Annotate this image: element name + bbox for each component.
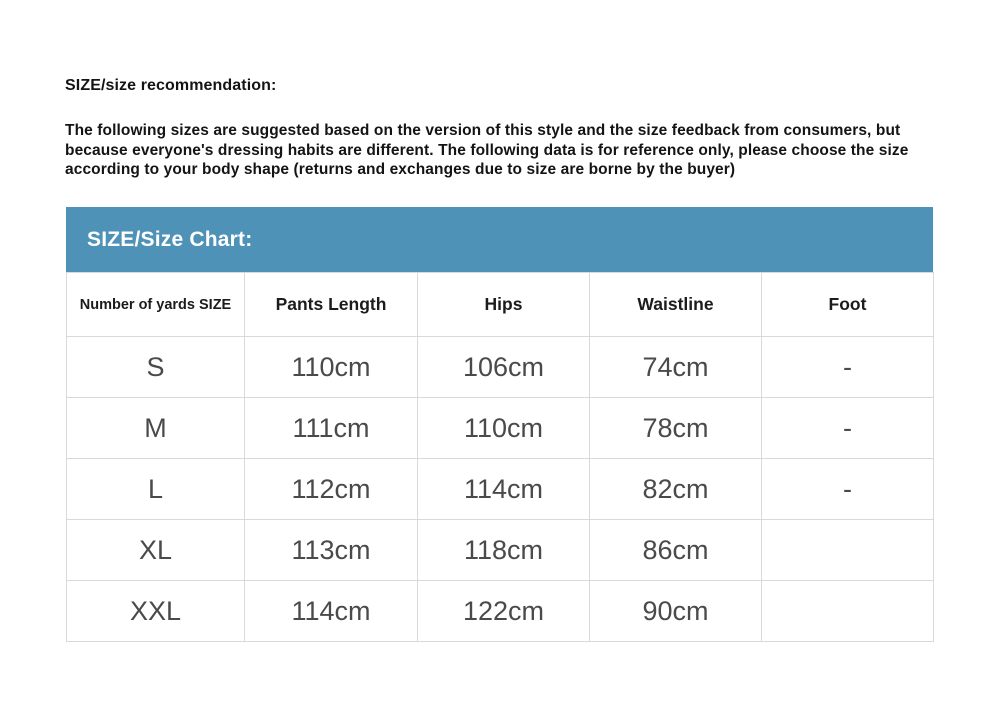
foot-cell: -: [762, 459, 934, 520]
foot-cell: [762, 581, 934, 642]
table-row-xxl: [67, 581, 934, 642]
column-header-foot: Foot: [762, 273, 934, 337]
pants-length-cell: 112cm: [245, 459, 418, 520]
waistline-cell: 86cm: [590, 520, 762, 581]
pants-length-cell: 110cm: [245, 337, 418, 398]
hips-cell: 122cm: [418, 581, 590, 642]
size-cell: M: [67, 398, 245, 459]
table-row-xl: [67, 520, 934, 581]
foot-cell: -: [762, 337, 934, 398]
waistline-cell: 90cm: [590, 581, 762, 642]
foot-cell: [762, 520, 934, 581]
size-chart-header-bar: [66, 207, 933, 272]
size-cell: XL: [67, 520, 245, 581]
table-row-l: [67, 459, 934, 520]
size-recommendation-heading: SIZE/size recommendation:: [65, 77, 277, 94]
size-recommendation-text: The following sizes are suggested based on the version of this style and the size feedback from consumers, but because everyone's dressing habits are different. The following data is for reference only, please choose the size according to your body shape (returns and exchanges due to size are borne by the buyer): [65, 122, 909, 178]
waistline-cell: 74cm: [590, 337, 762, 398]
size-cell: XXL: [67, 581, 245, 642]
hips-cell: 114cm: [418, 459, 590, 520]
size-chart-section: [66, 207, 933, 642]
column-header-size: Number of yards SIZE: [67, 273, 245, 337]
foot-cell: -: [762, 398, 934, 459]
waistline-cell: 82cm: [590, 459, 762, 520]
column-header-hips: Hips: [418, 273, 590, 337]
hips-cell: 118cm: [418, 520, 590, 581]
table-row-m: [67, 398, 934, 459]
size-cell: L: [67, 459, 245, 520]
hips-cell: 110cm: [418, 398, 590, 459]
pants-length-cell: 114cm: [245, 581, 418, 642]
size-chart-title: SIZE/Size Chart:: [87, 227, 253, 251]
size-cell: S: [67, 337, 245, 398]
hips-cell: 106cm: [418, 337, 590, 398]
column-header-pants-length: Pants Length: [245, 273, 418, 337]
column-header-waistline: Waistline: [590, 273, 762, 337]
pants-length-cell: 113cm: [245, 520, 418, 581]
table-header-row: [67, 273, 934, 337]
pants-length-cell: 111cm: [245, 398, 418, 459]
size-chart-table: [66, 272, 934, 642]
waistline-cell: 78cm: [590, 398, 762, 459]
table-row-s: [67, 337, 934, 398]
